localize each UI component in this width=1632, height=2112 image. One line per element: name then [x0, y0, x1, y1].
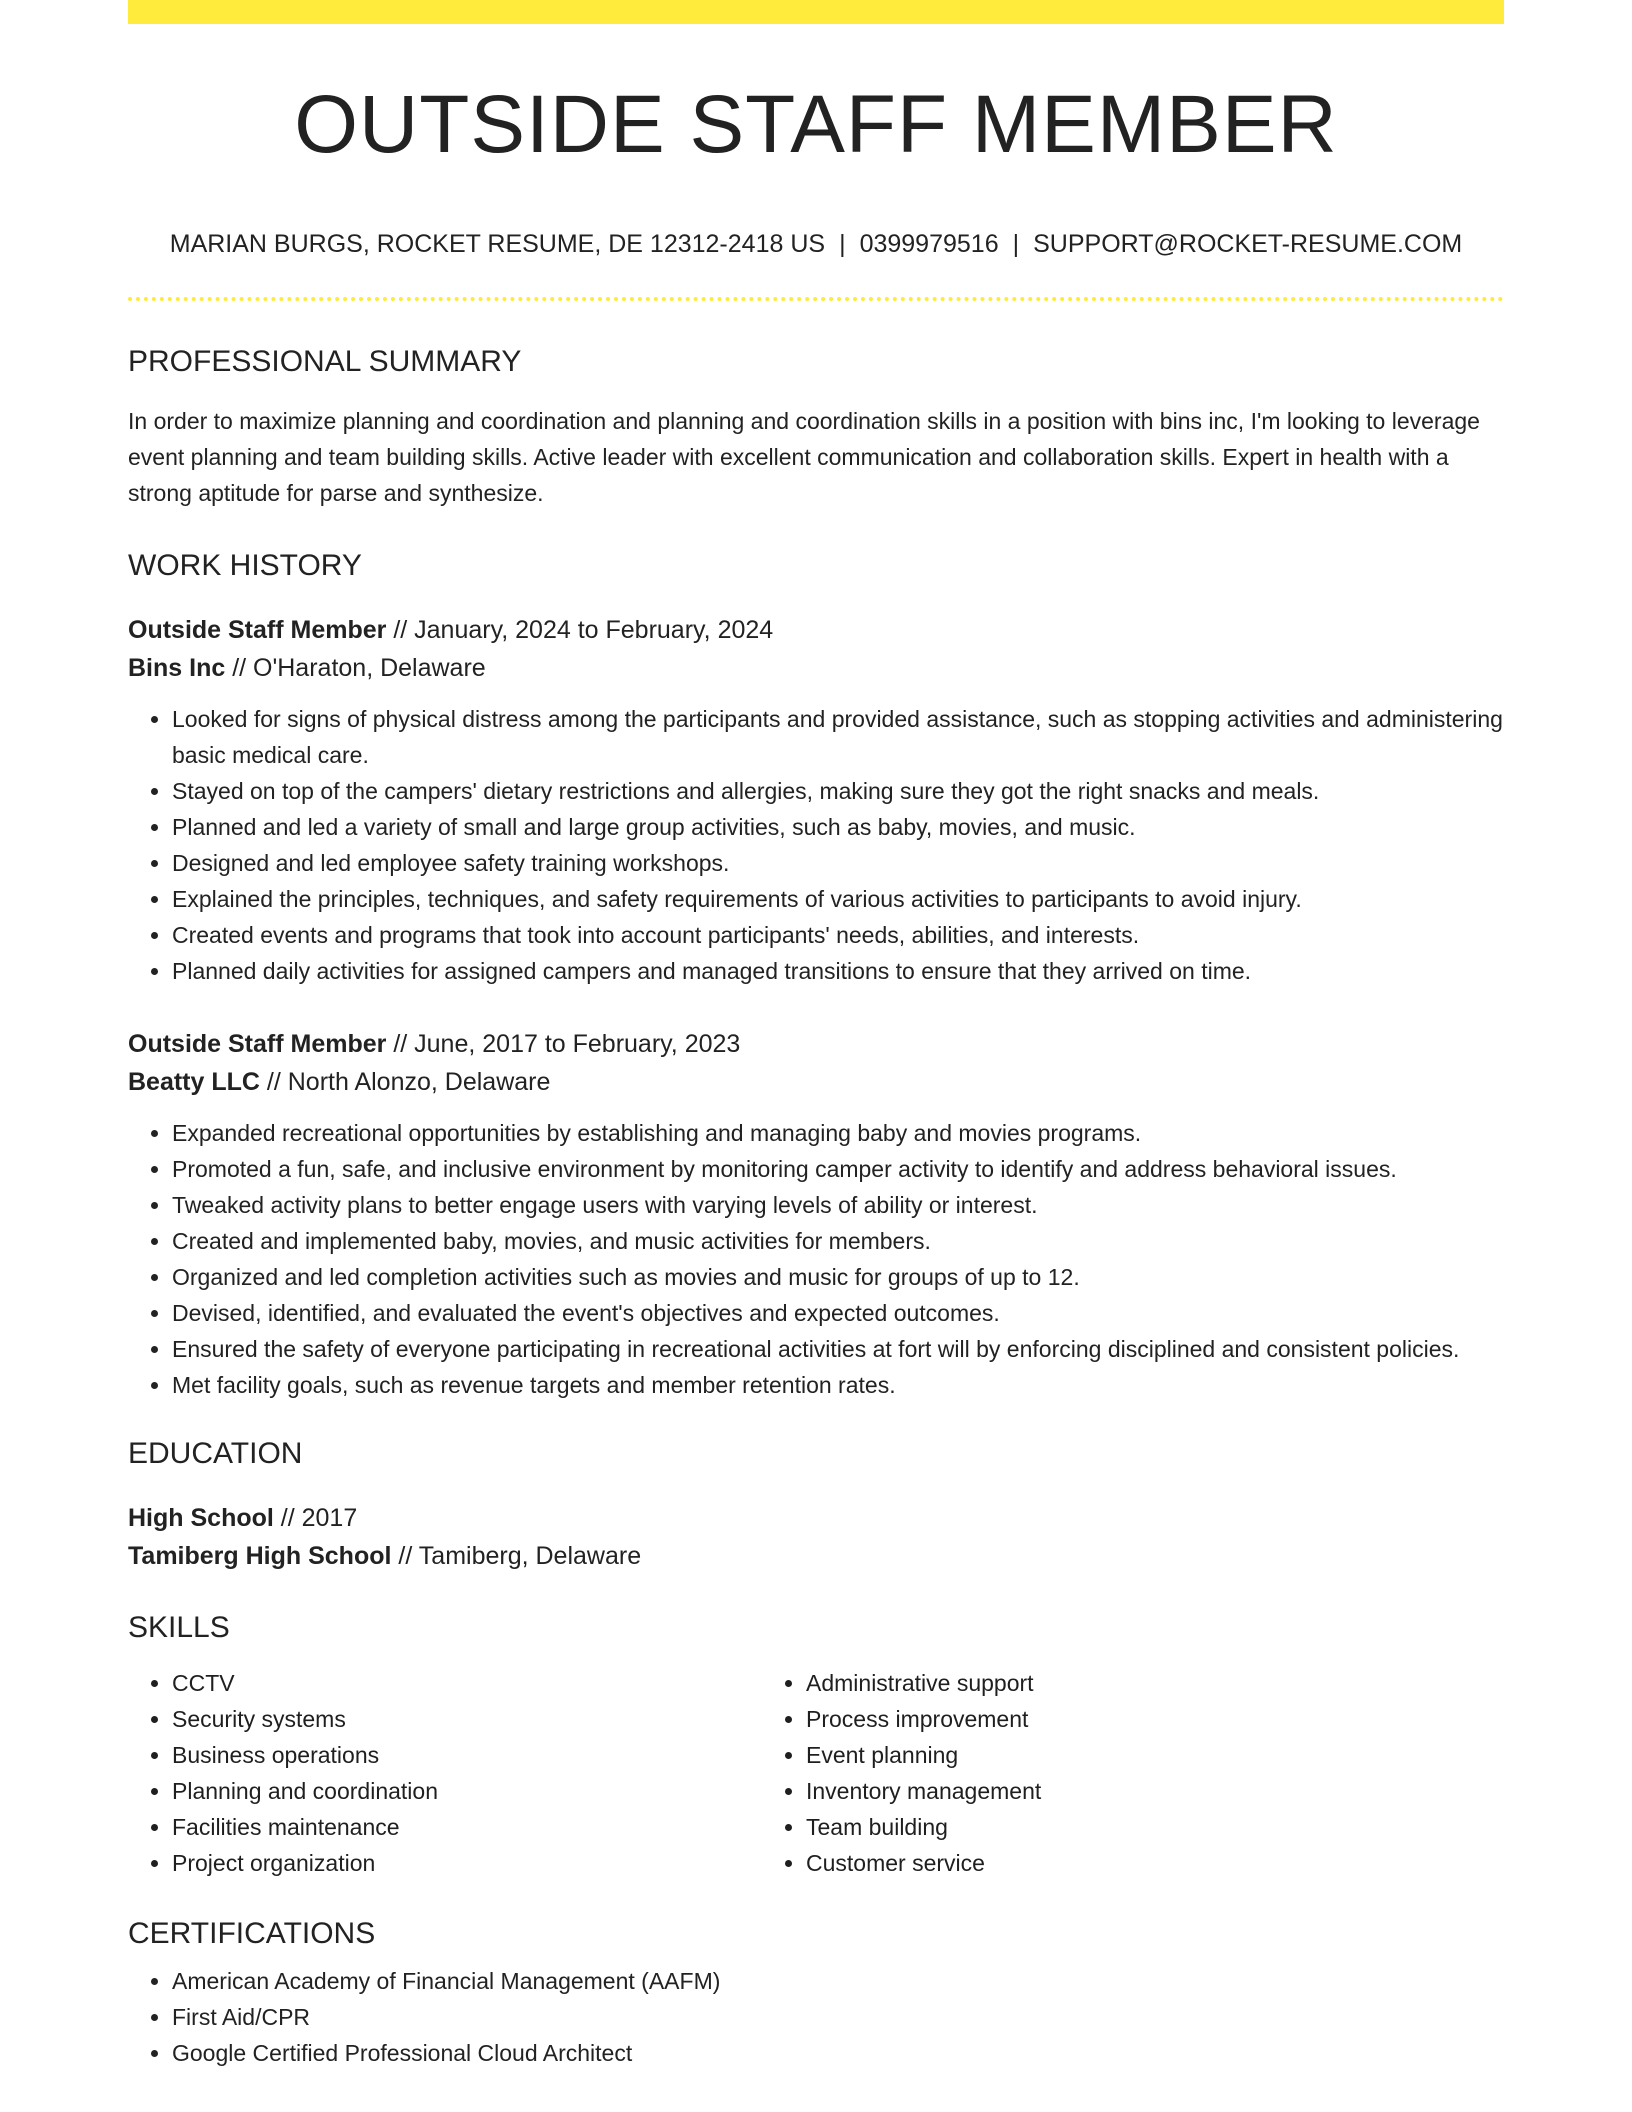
summary-heading: PROFESSIONAL SUMMARY — [128, 345, 522, 378]
skills-heading: SKILLS — [128, 1611, 230, 1644]
job-role: Outside Staff Member — [128, 616, 387, 644]
job-location: // North Alonzo, Delaware — [259, 1068, 551, 1096]
education-degree: High School — [128, 1504, 274, 1532]
skills-left-column — [128, 1665, 762, 1881]
contact-separator: | — [1012, 230, 1020, 258]
contact-email: SUPPORT@ROCKET-RESUME.COM — [1033, 230, 1463, 258]
job-company-line — [128, 1063, 1504, 1101]
job-bullets — [128, 1115, 1504, 1403]
education-heading: EDUCATION — [128, 1437, 303, 1470]
job-bullet: • Stayed on top of the campers' dietary restrictions and allergies, making sure they got the right snacks and meals. — [172, 773, 1504, 809]
job-bullet: • Planned and led a variety of small and large group activities, such as baby, movies, and music. — [172, 809, 1504, 845]
job-bullet: • Looked for signs of physical distress among the participants and provided assistance, such as stopping activities and administering basic medical care. — [172, 701, 1504, 773]
job-bullet: • Organized and led completion activities such as movies and music for groups of up to 12. — [172, 1259, 1504, 1295]
job-entry — [128, 611, 1504, 989]
certification-item: • Google Certified Professional Cloud Architect — [172, 2035, 1504, 2071]
skill-item: • Inventory management — [806, 1773, 1396, 1809]
skill-item: • Project organization — [172, 1845, 762, 1881]
job-bullet: • Expanded recreational opportunities by establishing and managing baby and movies programs. — [172, 1115, 1504, 1151]
contact-separator: | — [839, 230, 846, 258]
summary-text: In order to maximize planning and coordination and planning and coordination skills in a position with bins inc, I'm looking to leverage event planning and team building skills. Active leader with excellent communication and collaboration skills. Expert in health with a strong aptitude for parse and synthesize. — [128, 408, 1480, 506]
resume-name: OUTSIDE STAFF MEMBER — [294, 79, 1338, 170]
job-bullet: • Met facility goals, such as revenue targets and member retention rates. — [172, 1367, 1504, 1403]
education-school-line — [128, 1537, 1504, 1575]
skill-item: • Facilities maintenance — [172, 1809, 762, 1845]
job-company: Bins Inc — [128, 654, 226, 682]
education-location: // Tamiberg, Delaware — [391, 1542, 642, 1570]
job-bullet: • Planned daily activities for assigned campers and managed transitions to ensure that they arrived on time. — [172, 953, 1504, 989]
job-company: Beatty LLC — [128, 1068, 260, 1096]
job-dates: // January, 2024 to February, 2024 — [386, 616, 774, 644]
certifications-heading: CERTIFICATIONS — [128, 1917, 376, 1950]
skill-item: • Planning and coordination — [172, 1773, 762, 1809]
job-entry — [128, 1025, 1504, 1403]
skill-item: • Team building — [806, 1809, 1396, 1845]
contact-line — [128, 232, 1504, 257]
job-bullet: • Tweaked activity plans to better engage users with varying levels of ability or interest. — [172, 1187, 1504, 1223]
work-history-heading: WORK HISTORY — [128, 549, 362, 582]
skill-item: • Security systems — [172, 1701, 762, 1737]
job-bullet: • Created events and programs that took into account participants' needs, abilities, and interests. — [172, 917, 1504, 953]
contact-phone: 0399979516 — [859, 230, 999, 258]
job-title-line — [128, 1025, 1504, 1063]
skill-item: • CCTV — [172, 1665, 762, 1701]
job-bullet: • Explained the principles, techniques, and safety requirements of various activities to participants to avoid injury. — [172, 881, 1504, 917]
education-year: // 2017 — [273, 1504, 358, 1532]
education-school: Tamiberg High School — [128, 1542, 392, 1570]
certifications-list — [128, 1963, 1504, 2071]
job-bullet: • Ensured the safety of everyone participating in recreational activities at fort will by enforcing disciplined and consistent policies. — [172, 1331, 1504, 1367]
job-title-line — [128, 611, 1504, 649]
skill-item: • Process improvement — [806, 1701, 1396, 1737]
education-degree-line — [128, 1499, 1504, 1537]
skills-columns — [128, 1665, 1504, 1881]
job-company-line — [128, 649, 1504, 687]
skill-item: • Administrative support — [806, 1665, 1396, 1701]
certification-item: • American Academy of Financial Management (AAFM) — [172, 1963, 1504, 1999]
skill-item: • Event planning — [806, 1737, 1396, 1773]
job-dates: // June, 2017 to February, 2023 — [386, 1030, 741, 1058]
certification-item: • First Aid/CPR — [172, 1999, 1504, 2035]
job-bullets — [128, 701, 1504, 989]
skills-right-column — [762, 1665, 1396, 1881]
job-bullet: • Designed and led employee safety training workshops. — [172, 845, 1504, 881]
job-bullet: • Created and implemented baby, movies, and music activities for members. — [172, 1223, 1504, 1259]
job-bullet: • Promoted a fun, safe, and inclusive environment by monitoring camper activity to identify and address behavioral issues. — [172, 1151, 1504, 1187]
top-accent-bar — [128, 0, 1504, 24]
contact-address: MARIAN BURGS, ROCKET RESUME, DE 12312-2418 US — [169, 230, 826, 258]
dotted-divider — [128, 297, 1504, 301]
job-role: Outside Staff Member — [128, 1030, 387, 1058]
job-location: // O'Haraton, Delaware — [225, 654, 486, 682]
resume-page — [128, 0, 1504, 2071]
skill-item: • Business operations — [172, 1737, 762, 1773]
job-bullet: • Devised, identified, and evaluated the event's objectives and expected outcomes. — [172, 1295, 1504, 1331]
skill-item: • Customer service — [806, 1845, 1396, 1881]
education-entry — [128, 1499, 1504, 1575]
